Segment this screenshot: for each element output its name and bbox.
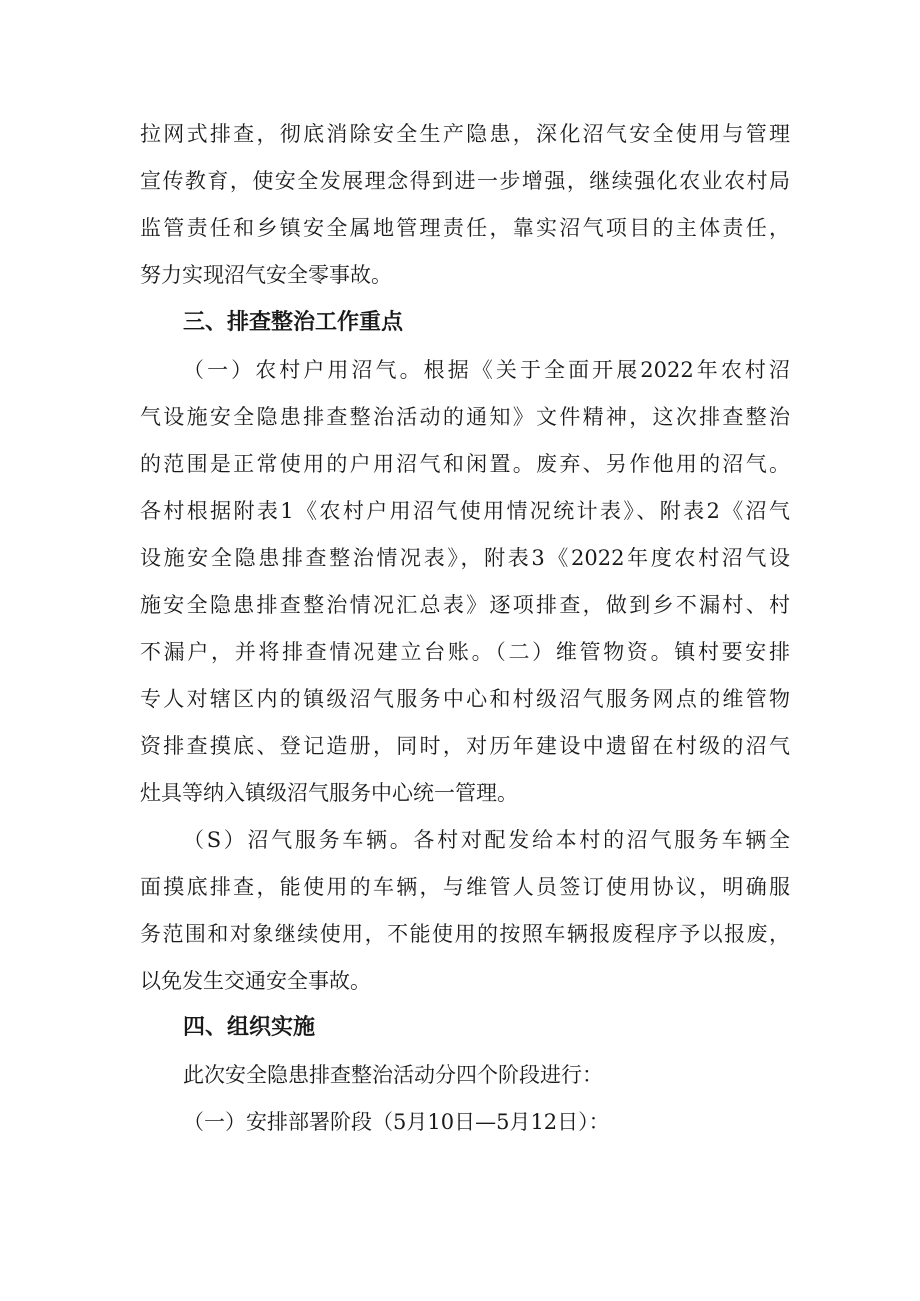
text-line: （S）沼气服务车辆。各村对配发给本村的沼气服务车辆全 (183, 828, 790, 852)
text-line: 气设施安全隐患排查整治活动的通知》文件精神，这次排查整治 (140, 405, 790, 429)
section-heading-4: 四、组织实施 (183, 1015, 316, 1040)
text-line: 宣传教育，使安全发展理念得到进一步增强，继续强化农业农村局 (140, 169, 790, 193)
text-line: （一）安排部署阶段（5月10日—5月12日）： (183, 1110, 610, 1134)
text-line: 施安全隐患排查整治情况汇总表》逐项排查，做到乡不漏村、村 (140, 593, 790, 617)
text-line: 设施安全隐患排查整治情况表》，附表3《2022年度农村沼气设 (140, 546, 790, 570)
text-line: 拉网式排查，彻底消除安全生产隐患，深化沼气安全使用与管理 (140, 122, 790, 146)
text-line: 灶具等纳入镇级沼气服务中心统一管理。 (140, 781, 518, 805)
text-line: 监管责任和乡镇安全属地管理责任，靠实沼气项目的主体责任， (140, 216, 790, 240)
text-line: 努力实现沼气安全零事故。 (140, 263, 392, 287)
text-line: 各村根据附表1《农村户用沼气使用情况统计表》、附表2《沼气 (140, 499, 790, 523)
text-line: （一）农村户用沼气。根据《关于全面开展2022年农村沼 (183, 358, 790, 382)
text-line: 不漏户，并将排查情况建立台账。（二）维管物资。镇村要安排 (140, 640, 790, 664)
text-line: 以免发生交通安全事故。 (140, 969, 371, 993)
text-line: 务范围和对象继续使用，不能使用的按照车辆报废程序予以报废， (140, 922, 790, 946)
section-heading-3: 三、排查整治工作重点 (183, 310, 404, 335)
text-line: 面摸底排查，能使用的车辆，与维管人员签订使用协议，明确服 (140, 875, 790, 899)
text-line: 专人对辖区内的镇级沼气服务中心和村级沼气服务网点的维管物 (140, 687, 790, 711)
text-line: 此次安全隐患排查整治活动分四个阶段进行： (183, 1063, 603, 1087)
text-line: 的范围是正常使用的户用沼气和闲置。废弃、另作他用的沼气。 (140, 452, 790, 476)
text-line: 资排查摸底、登记造册，同时，对历年建设中遗留在村级的沼气 (140, 734, 790, 758)
